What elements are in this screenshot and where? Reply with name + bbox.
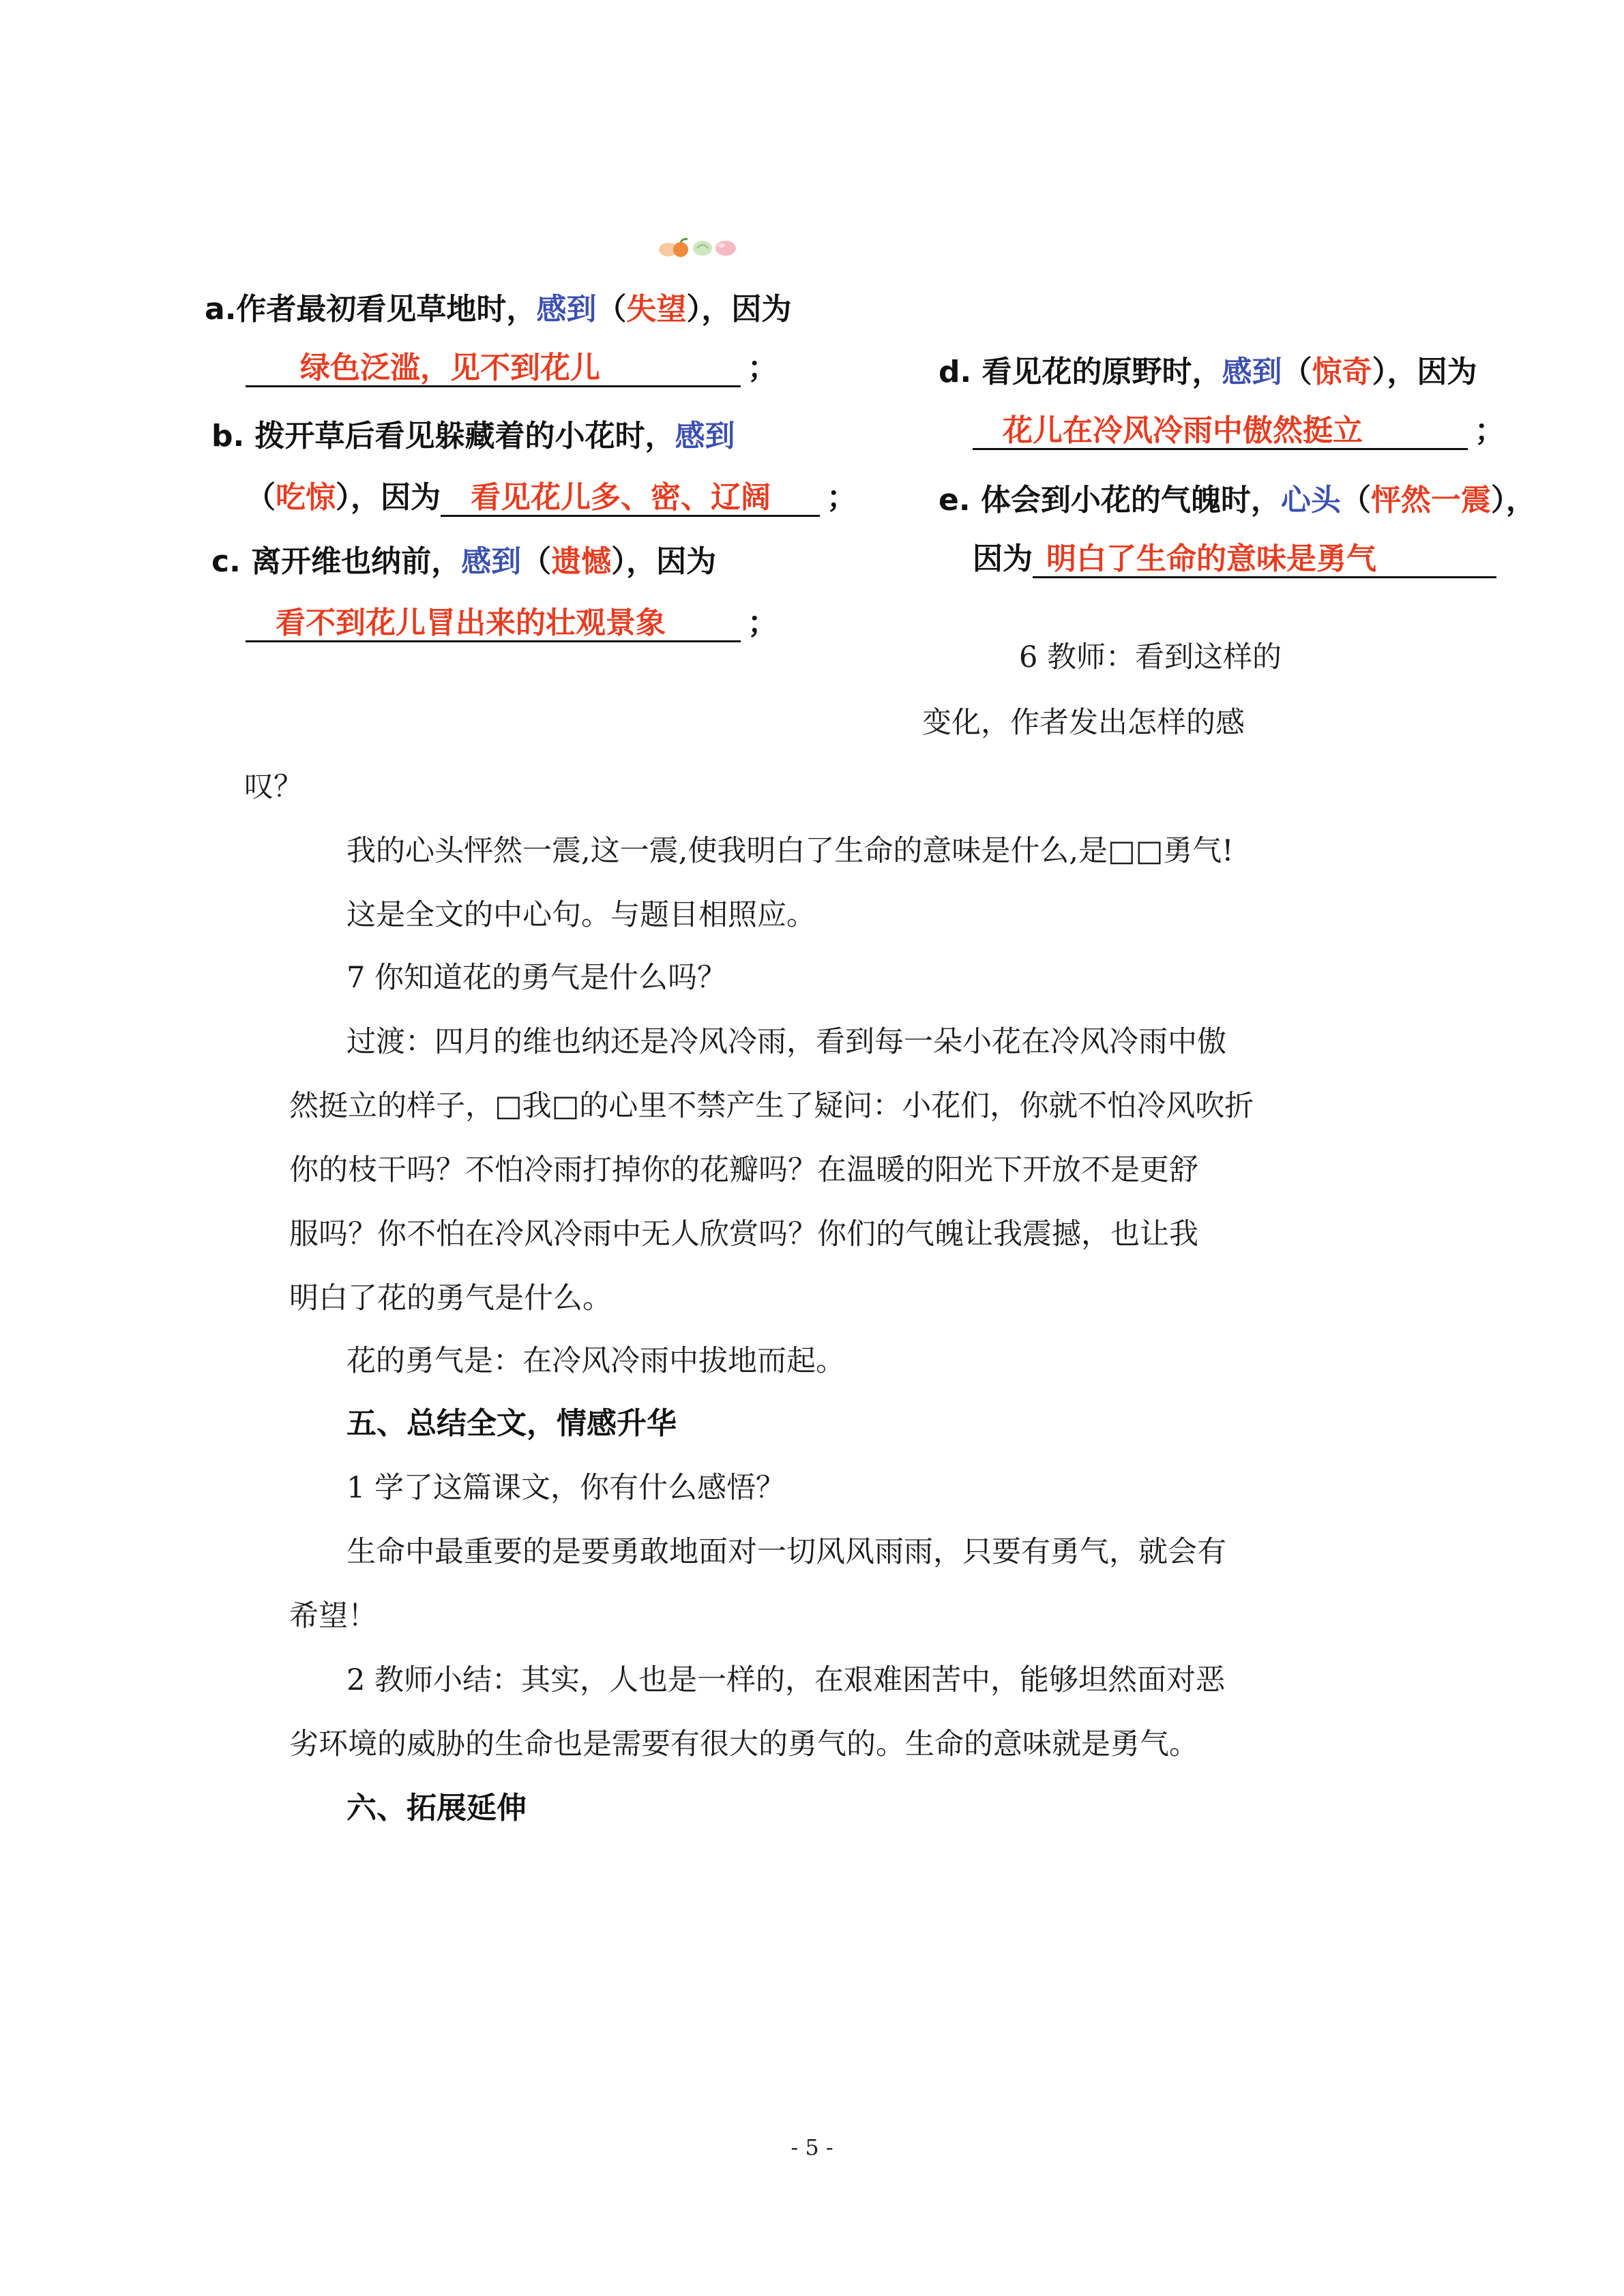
exercise-a-reason-blank xyxy=(246,352,741,387)
q6-line2: 变化，作者发出怎样的感 xyxy=(922,706,1245,740)
exercise-d-end: ； xyxy=(1475,413,1505,448)
exercise-b-open: （ xyxy=(246,480,276,515)
exercise-b-line2 xyxy=(246,479,857,517)
exercise-e-reason-blank xyxy=(1033,543,1496,578)
exercise-e-answer: 怦然一震 xyxy=(1370,483,1491,518)
exercise-d-prefix: d. 看见花的原野时， xyxy=(939,355,1222,389)
exercise-a-prefix: a.作者最初看见草地时， xyxy=(205,292,537,327)
q6-line3: 叹？ xyxy=(244,770,303,804)
exercise-b-reason-blank xyxy=(441,481,820,517)
exercise-d-reason: 花儿在冷风冷雨中傲然挺立 xyxy=(1003,413,1363,448)
question-1: 1 学了这篇课文，你有什么感悟？ xyxy=(346,1471,786,1505)
fruit-ornament-icon xyxy=(653,235,749,262)
transition-line-2: 然挺立的样子，□我□的心里不禁产生了疑问：小花们，你就不怕冷风吹折 xyxy=(289,1089,1254,1123)
exercise-d-suffix: ），因为 xyxy=(1372,355,1477,389)
q6-line1: 6 教师：看到这样的 xyxy=(1019,640,1282,674)
exercise-e-line2 xyxy=(973,540,1496,578)
exercise-a-reason: 绿色泛滥，见不到花儿 xyxy=(300,351,600,385)
exercise-c-end: ； xyxy=(748,606,778,640)
exercise-c-open: （ xyxy=(521,544,552,579)
transition-line-3: 你的枝干吗？不怕冷雨打掉你的花瓣吗？在温暖的阳光下开放不是更舒 xyxy=(289,1153,1198,1187)
exercise-a-answer: 失望 xyxy=(626,292,687,327)
exercise-d-answer: 惊奇 xyxy=(1312,355,1372,389)
exercise-e-reason: 明白了生命的意味是勇气 xyxy=(1046,541,1376,576)
exercise-c-feel: 感到 xyxy=(461,544,522,579)
section-heading-6: 六、拓展延伸 xyxy=(346,1791,527,1825)
page-number: - 5 - xyxy=(791,2134,833,2160)
paragraph-heart-shock: 我的心头怦然一震,这一震,使我明白了生命的意味是什么,是□□勇气! xyxy=(346,834,1234,868)
exercise-e-line1 xyxy=(939,481,1536,520)
courage-of-flower: 花的勇气是：在冷风冷雨中拔地而起。 xyxy=(346,1344,845,1378)
exercise-b-end: ； xyxy=(827,480,857,515)
exercise-a-open: （ xyxy=(596,292,627,327)
summary-line-1: 2 教师小结：其实，人也是一样的，在艰难困苦中，能够坦然面对恶 xyxy=(346,1663,1226,1697)
exercise-b-answer: 吃惊 xyxy=(276,480,336,515)
exercise-b-mid: ），因为 xyxy=(336,480,441,515)
exercise-a-feel: 感到 xyxy=(536,292,597,327)
exercise-b-prefix: b. 拨开草后看见躲藏着的小花时， xyxy=(211,419,675,453)
exercise-a-suffix: ），因为 xyxy=(686,292,792,327)
transition-line-4: 服吗？你不怕在冷风冷雨中无人欣赏吗？你们的气魄让我震撼，也让我 xyxy=(289,1217,1198,1251)
exercise-e-open: （ xyxy=(1340,483,1371,518)
exercise-d-open: （ xyxy=(1282,355,1312,389)
answer-1-line1: 生命中最重要的是要勇敢地面对一切风风雨雨，只要有勇气，就会有 xyxy=(346,1535,1226,1569)
paragraph-central-sentence: 这是全文的中心句。与题目相照应。 xyxy=(346,898,816,932)
exercise-c-answer: 遗憾 xyxy=(551,544,612,579)
exercise-c-prefix: c. 离开维也纳前， xyxy=(211,544,462,579)
exercise-d-reason-blank xyxy=(973,415,1468,450)
exercise-e-feel: 心头 xyxy=(1280,483,1341,518)
question-7: 7 你知道花的勇气是什么吗？ xyxy=(346,961,727,995)
exercise-e-prefix: e. 体会到小花的气魄时， xyxy=(939,483,1281,518)
transition-line-5: 明白了花的勇气是什么。 xyxy=(289,1281,612,1315)
section-heading-5: 五、总结全文，情感升华 xyxy=(346,1406,677,1441)
exercise-e-line2-prefix: 因为 xyxy=(973,541,1033,576)
exercise-b-reason: 看见花儿多、密、辽阔 xyxy=(471,480,771,515)
exercise-d-feel: 感到 xyxy=(1222,355,1282,389)
exercise-a-line2 xyxy=(246,349,778,387)
summary-line-2: 劣环境的威胁的生命也是需要有很大的勇气的。生命的意味就是勇气。 xyxy=(289,1727,1198,1761)
transition-line-1: 过渡：四月的维也纳还是冷风冷雨，看到每一朵小花在冷风冷雨中傲 xyxy=(346,1025,1226,1059)
exercise-b-line1 xyxy=(211,417,735,456)
exercise-c-line1 xyxy=(211,543,716,581)
exercise-d-line1 xyxy=(939,353,1477,391)
exercise-c-line2 xyxy=(246,604,778,642)
answer-1-line2: 希望！ xyxy=(289,1599,377,1633)
exercise-c-reason: 看不到花儿冒出来的壮观景象 xyxy=(276,606,666,640)
exercise-c-suffix: ），因为 xyxy=(611,544,717,579)
exercise-d-line2 xyxy=(973,412,1505,450)
exercise-a-end: ； xyxy=(748,351,778,385)
exercise-b-feel: 感到 xyxy=(675,419,735,453)
exercise-a-line1 xyxy=(205,290,791,329)
exercise-e-suffix: ）， xyxy=(1490,483,1536,518)
exercise-c-reason-blank xyxy=(246,607,741,642)
